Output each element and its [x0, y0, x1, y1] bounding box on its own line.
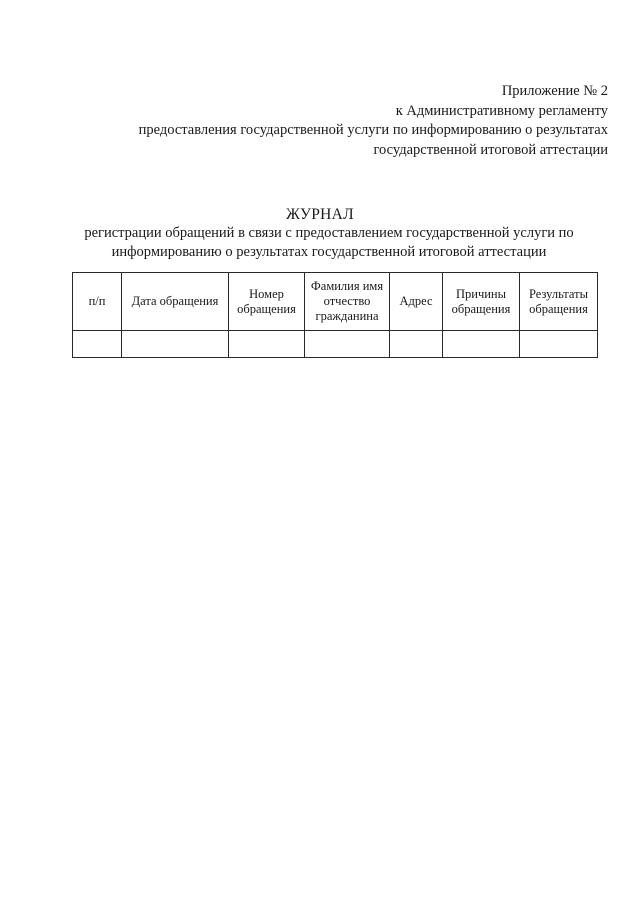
table-cell	[520, 331, 598, 358]
table-cell	[390, 331, 443, 358]
header-text: Дата обращения	[131, 294, 219, 308]
header-cell-date	[122, 273, 229, 331]
table-cell	[305, 331, 390, 358]
document-heading	[0, 205, 640, 262]
header-text: обращения	[237, 301, 296, 316]
header-text: обращения	[529, 301, 588, 316]
table-cell	[443, 331, 520, 358]
header-cell-results	[520, 273, 598, 331]
header-text: Номер	[249, 286, 284, 301]
appendix-reference	[48, 82, 608, 160]
appendix-line: предоставления государственной услуги по информированию о результатах	[138, 122, 608, 138]
document-subtitle-line: регистрации обращений в связи с предоставлением государственной услуги по	[84, 225, 574, 241]
document-subtitle-line: информированию о результатах государственной итоговой аттестации	[111, 244, 547, 260]
header-text: Результаты	[528, 286, 589, 301]
header-cell-number	[73, 273, 122, 331]
header-text: п/п	[88, 294, 106, 308]
document-title: ЖУРНАЛ	[286, 206, 354, 223]
header-cell-citizen-name	[305, 273, 390, 331]
header-cell-address	[390, 273, 443, 331]
table-row	[73, 331, 598, 358]
header-text: Адрес	[399, 294, 433, 308]
appendix-line: к Административному регламенту	[395, 102, 608, 119]
header-text: отчество	[323, 294, 371, 308]
header-cell-request-number	[229, 273, 305, 331]
header-cell-reasons	[443, 273, 520, 331]
header-text: гражданина	[315, 309, 379, 323]
header-text: Причины	[455, 286, 507, 301]
appendix-line: Приложение № 2	[501, 83, 608, 99]
registration-journal-table	[72, 272, 598, 358]
appendix-line: государственной итоговой аттестации	[373, 141, 608, 158]
header-text: Фамилия имя	[310, 279, 384, 293]
table-header-row	[73, 273, 598, 331]
table-cell	[229, 331, 305, 358]
header-text: обращения	[451, 301, 511, 316]
table-cell	[122, 331, 229, 358]
table-cell	[73, 331, 122, 358]
